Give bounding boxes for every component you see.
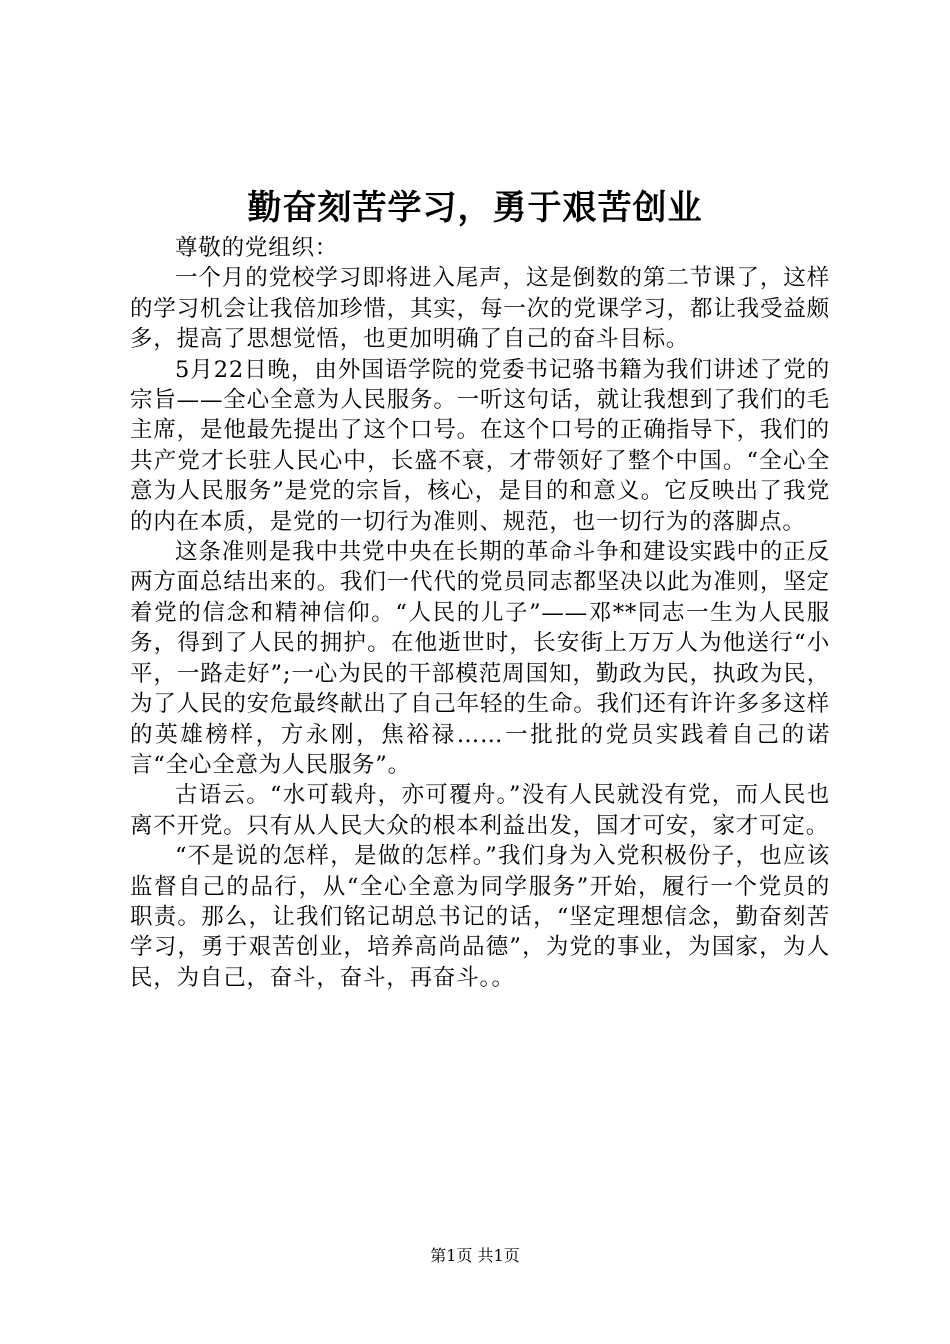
paragraph-1: 一个月的党校学习即将进入尾声，这是倒数的第二节课了，这样的学习机会让我倍加珍惜，其实，每一次的党课学习，都让我受益颇多，提高了思想觉悟，也更加明确了自己的奋斗目标。 bbox=[130, 265, 830, 353]
page-number: 第1页 bbox=[430, 1246, 473, 1265]
page-total: 共1页 bbox=[477, 1246, 520, 1265]
paragraph-2: 5月22日晚，由外国语学院的党委书记骆书籍为我们讲述了党的宗旨——全心全意为人民服务。一听这句话，就让我想到了我们的毛主席，是他最先提出了这个口号。在这个口号的正确指导下，我们的共产党才长驻人民心中，长盛不衰，才带领好了整个中国。“全心全意为人民服务”是党的宗旨，核心，是目的和意义。它反映出了我党的内在本质，是党的一切行为准则、规范，也一切行为的落脚点。 bbox=[130, 356, 830, 535]
paragraph-4: 古语云。“水可载舟，亦可覆舟。”没有人民就没有党，而人民也离不开党。只有从人民大众的根本利益出发，国才可安，家才可定。 bbox=[130, 782, 830, 839]
salutation: 尊敬的党组织： bbox=[175, 235, 339, 261]
document-title: 勤奋刻苦学习，勇于艰苦创业 bbox=[247, 188, 703, 228]
page-footer bbox=[0, 1244, 950, 1268]
paragraph-5: “不是说的怎样，是做的怎样。”我们身为入党积极份子，也应该监督自己的品行，从“全心全意为同学服务”开始，履行一个党员的职责。那么，让我们铭记胡总书记的话，“坚定理想信念，勤奋刻苦学习，勇于艰苦创业，培养高尚品德”，为党的事业，为国家，为人民，为自己，奋斗，奋斗，再奋斗。。 bbox=[130, 843, 830, 991]
paragraph-3: 这条准则是我中共党中央在长期的革命斗争和建设实践中的正反两方面总结出来的。我们一代代的党员同志都坚决以此为准则，坚定着党的信念和精神信仰。“人民的儿子”——邓**同志一生为人民服务，得到了人民的拥护。在他逝世时，长安街上万万人为他送行“小平，一路走好”;一心为民的干部模范周国知，勤政为民，执政为民，为了人民的安危最终献出了自己年轻的生命。我们还有许许多多这样的英雄榜样，方永刚，焦裕禄……一批批的党员实践着自己的诺言“全心全意为人民服务”。 bbox=[130, 539, 830, 778]
document-body bbox=[130, 233, 830, 993]
